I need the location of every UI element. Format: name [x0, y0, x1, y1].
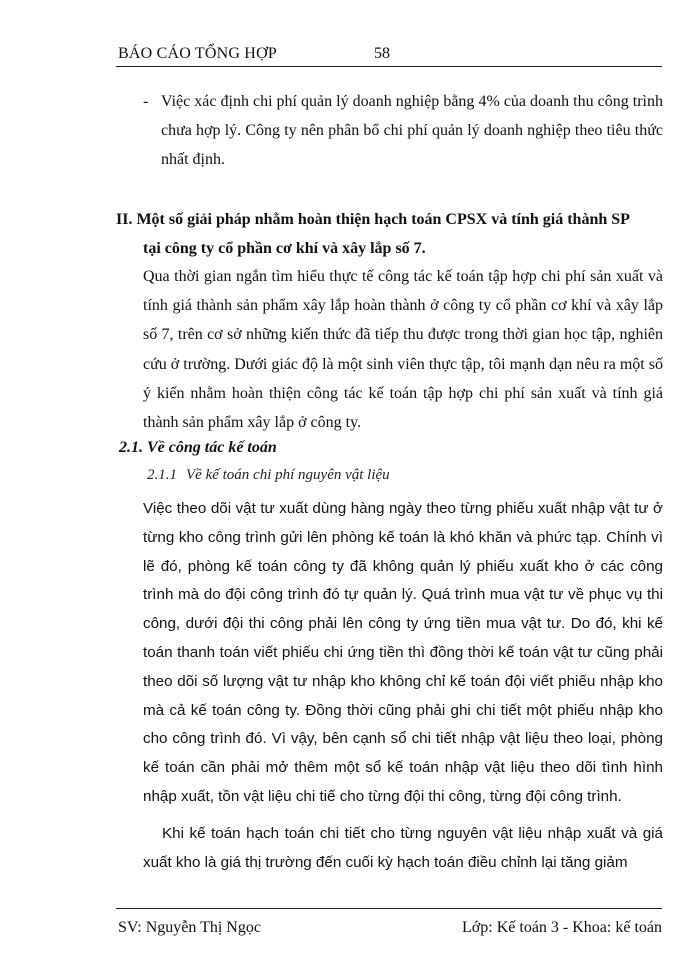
student-name: SV: Nguyễn Thị Ngọc [118, 919, 261, 936]
subheading-material-cost [147, 467, 390, 484]
section-heading [116, 205, 664, 263]
paragraph-intro: Qua thời gian ngắn tìm hiểu thực tế công tác kế toán tập hợp chi phí sản xuất và tính giá thành sản phẩm xây lắp hoàn thành ở công ty cổ phần cơ khí và xây lắp số 7, trên cơ sở những kiến thức đã tiếp thu được trong thời gian học tập, nghiên cứu ở trường. Dưới giác độ là một sinh viên thực tập, tôi mạnh dạn nêu ra một số ý kiến nhằm hoàn thiện công tác kế toán tập hợp chi phí sản xuất và tính giá thành sản phẩm xây lắp ở công ty. [143, 268, 663, 432]
bullet-item [143, 87, 663, 174]
paragraph-material-tracking: Việc theo dõi vật tư xuất dùng hàng ngày theo từng phiếu xuất nhập vật tư ở từng kho công trình gửi lên phòng kế toán là khó khăn và phức tạp. Chính vì lẽ đó, phòng kế toán công ty đã không quản lý phiếu xuất kho ở các công trình mà do đội công trình đó tự quản lý. Quá trình mua vật tư về phục vụ thi công, dưới đội thi công phải lên công ty ứng tiền mua vật tư. Do đó, khi kế toán thanh toán viết phiếu chi ứng tiền thì đồng thời kế toán vật tư cũng phải theo dõi số lượng vật tư nhập kho không chỉ kế toán đội viết phiếu nhập kho mà cả kế toán công ty. Đồng thời cũng phải ghi chi tiết một phiếu nhập kho cho công trình đó. Vì vậy, bên cạnh sổ chi tiết nhập vật liệu theo loại, phòng kế toán cần phải mở thêm một sổ kế toán nhập vật liệu theo dõi tình hình nhập xuất, tồn vật liệu chi tiế cho từng đội thi công, từng đội công trình. [143, 500, 663, 805]
paragraph-detail-accounting: Khi kế toán hạch toán chi tiết cho từng nguyên vật liệu nhập xuất và giá xuất kho là giá thị trường đến cuối kỳ hạch toán điều chỉnh lại tăng giảm [143, 825, 663, 871]
page-header [116, 42, 662, 67]
section-heading-line1: II. Một số giải pháp nhằm hoàn thiện hạch toán CPSX và tính giá thành SP [116, 211, 630, 228]
page-footer [116, 908, 662, 939]
section-heading-line2: tại công ty cổ phần cơ khí và xây lắp số 7. [143, 240, 426, 257]
report-title: BÁO CÁO TỔNG HỢP [118, 45, 277, 62]
bullet-text: Việc xác định chi phí quản lý doanh nghiệp bằng 4% của doanh thu công trình chưa hợp lý. Công ty nên phân bổ chi phí quản lý doanh nghiệp theo tiêu thức nhất định. [161, 93, 663, 168]
class-info: Lớp: Kế toán 3 - Khoa: kế toán [462, 919, 662, 936]
subheading-text: Về kế toán chi phí nguyên vật liệu [186, 467, 390, 483]
subheading-number: 2.1.1 [147, 467, 177, 483]
subheading-accounting: 2.1. Về công tác kế toán [119, 439, 277, 456]
page-number: 58 [374, 45, 390, 62]
bullet-dash: - [143, 93, 149, 110]
